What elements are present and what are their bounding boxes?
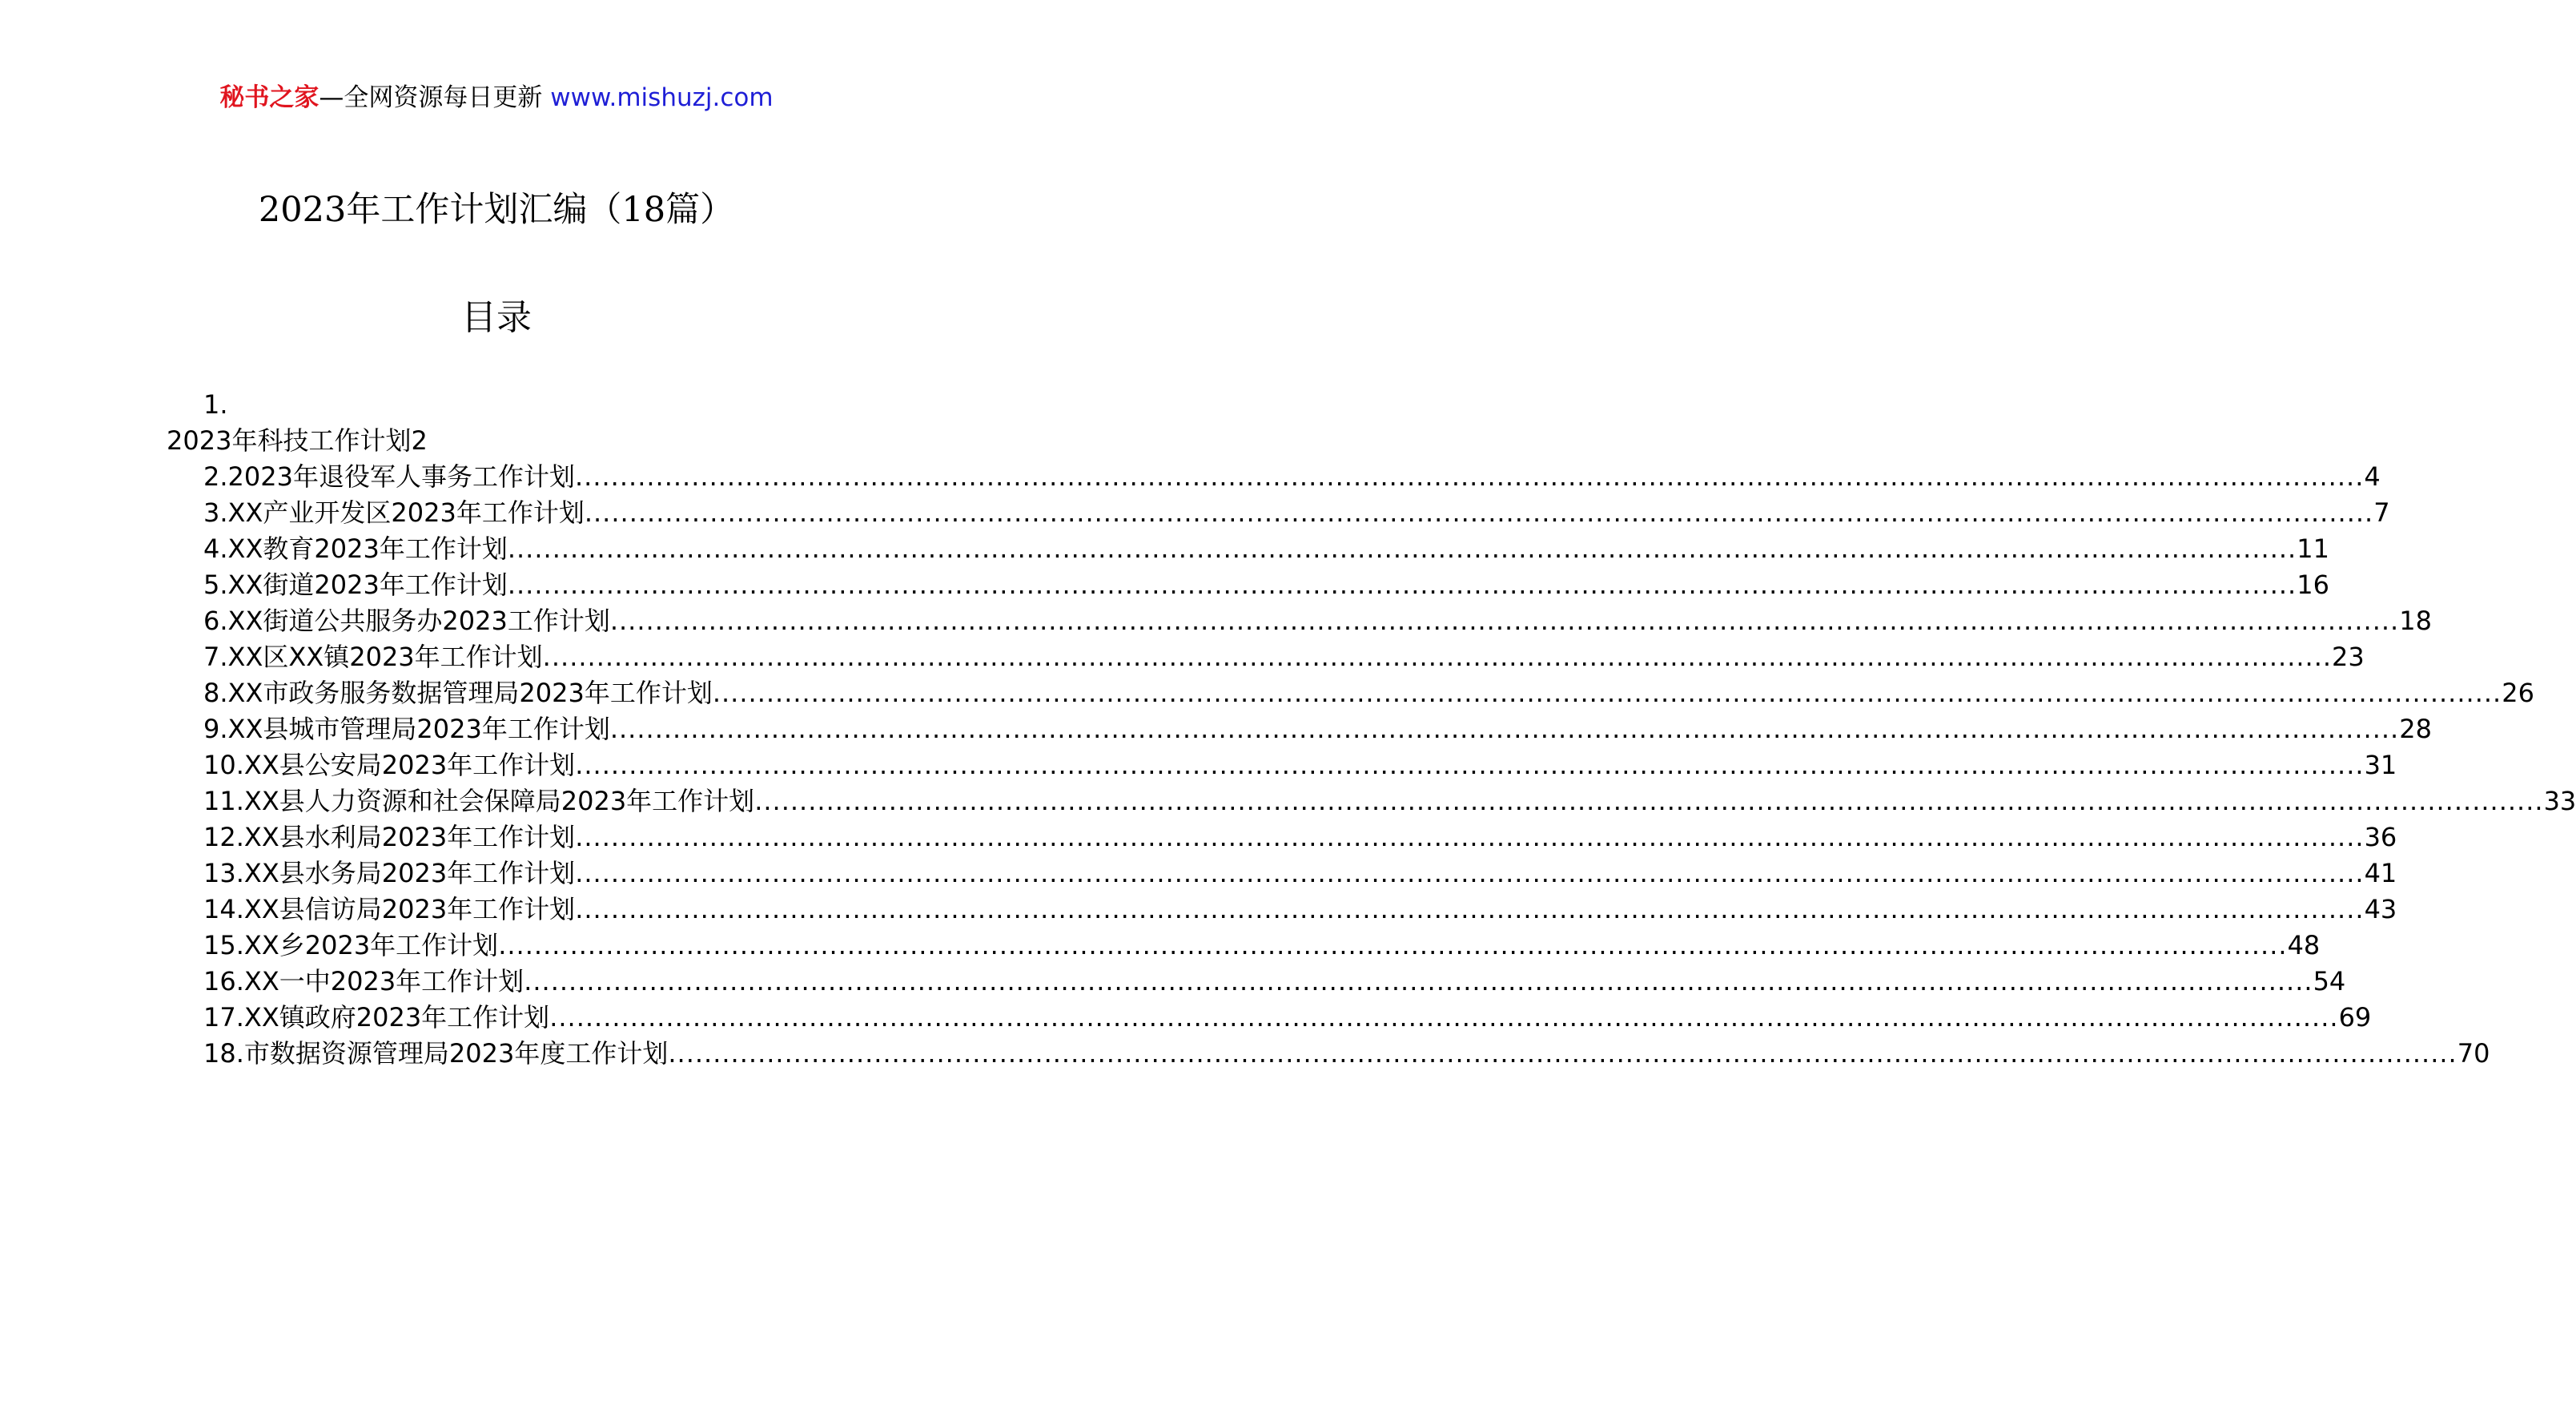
toc-entry[interactable]	[203, 965, 2346, 1001]
toc-entry[interactable]	[203, 497, 2390, 533]
toc-entry-title: 18.市数据资源管理局2023年度工作计划	[203, 1038, 669, 1069]
toc-leader-dots: ........................................................................................................................................................................................................	[609, 714, 2400, 744]
brand-name: 秘书之家	[219, 83, 319, 112]
toc-entry-title: 8.XX市政务服务数据管理局2023年工作计划	[203, 678, 713, 708]
toc-page-number: 18	[2399, 606, 2432, 636]
toc-page-number: 43	[2364, 894, 2397, 924]
toc-page-number: 36	[2364, 822, 2397, 852]
toc-leader-dots: ........................................................................................................................................................................................................	[754, 786, 2544, 816]
toc-entry[interactable]	[203, 641, 2365, 677]
toc-page-number: 54	[2313, 966, 2346, 996]
toc-entry-title: 14.XX县信访局2023年工作计划	[203, 894, 576, 924]
toc-leader-dots: ........................................................................................................................................................................................................	[575, 858, 2365, 888]
toc-leader-dots: ........................................................................................................................................................................................................	[498, 930, 2288, 960]
toc-entry[interactable]	[203, 461, 2381, 497]
toc-entry-title: 16.XX一中2023年工作计划	[203, 966, 524, 996]
toc-entry[interactable]	[203, 821, 2397, 857]
document-title: 2023年工作计划汇编（18篇）	[258, 190, 735, 230]
toc-page-number: 4	[2364, 461, 2381, 492]
toc-entry-title: 12.XX县水利局2023年工作计划	[203, 822, 576, 852]
toc-page-number: 28	[2399, 714, 2432, 744]
toc-entry[interactable]	[203, 1001, 2372, 1037]
toc-entry-title: 11.XX县人力资源和社会保障局2023年工作计划	[203, 786, 755, 816]
toc-heading: 目录	[461, 297, 532, 338]
toc-leader-dots: ........................................................................................................................................................................................................	[524, 966, 2313, 996]
toc-leader-dots: ........................................................................................................................................................................................................	[609, 606, 2400, 636]
toc-leader-dots: ........................................................................................................................................................................................................	[549, 1002, 2339, 1033]
toc-entry-title: 15.XX乡2023年工作计划	[203, 930, 499, 960]
toc-entry[interactable]	[203, 749, 2397, 785]
toc-entry[interactable]	[203, 569, 2329, 605]
toc-entry-title: 7.XX区XX镇2023年工作计划	[203, 642, 543, 672]
toc-leader-dots: ........................................................................................................................................................................................................	[712, 678, 2502, 708]
site-header	[0, 82, 993, 114]
toc-leader-dots: ........................................................................................................................................................................................................	[668, 1038, 2457, 1069]
toc-page-number: 69	[2338, 1002, 2372, 1033]
toc-page-number: 41	[2364, 858, 2397, 888]
toc-list	[203, 461, 2576, 1073]
toc-page-number: 33	[2543, 786, 2576, 816]
toc-entry[interactable]	[203, 677, 2534, 713]
toc-entry-title: 5.XX街道2023年工作计划	[203, 570, 508, 600]
toc-entry-title: 3.XX产业开发区2023年工作计划	[203, 497, 585, 528]
toc-entry[interactable]	[203, 1037, 2490, 1073]
toc-entry[interactable]	[203, 929, 2321, 965]
toc-leader-dots: ........................................................................................................................................................................................................	[575, 894, 2365, 924]
toc-first-number[interactable]: 1.	[203, 389, 228, 420]
toc-entry[interactable]	[203, 533, 2329, 569]
toc-entry[interactable]	[203, 857, 2397, 893]
toc-page-number: 23	[2332, 642, 2365, 672]
toc-leader-dots: ........................................................................................................................................................................................................	[507, 570, 2297, 600]
toc-first-entry[interactable]: 2023年科技工作计划2	[167, 425, 428, 456]
toc-entry[interactable]	[203, 893, 2397, 929]
toc-entry-title: 10.XX县公安局2023年工作计划	[203, 750, 576, 780]
toc-entry-title: 13.XX县水务局2023年工作计划	[203, 858, 576, 888]
toc-leader-dots: ........................................................................................................................................................................................................	[575, 822, 2365, 852]
toc-page-number: 31	[2364, 750, 2397, 780]
toc-page-number: 11	[2297, 533, 2329, 564]
site-url-link[interactable]: www.mishuzj.com	[550, 83, 774, 112]
toc-entry[interactable]	[203, 713, 2432, 749]
toc-leader-dots: ........................................................................................................................................................................................................	[575, 750, 2365, 780]
toc-entry-title: 17.XX镇政府2023年工作计划	[203, 1002, 550, 1033]
toc-leader-dots: ........................................................................................................................................................................................................	[542, 642, 2333, 672]
toc-entry-title: 4.XX教育2023年工作计划	[203, 533, 508, 564]
toc-leader-dots: ........................................................................................................................................................................................................	[584, 497, 2374, 528]
toc-entry[interactable]	[203, 605, 2432, 641]
header-slogan: —全网资源每日更新	[319, 83, 551, 112]
toc-entry-title: 6.XX街道公共服务办2023工作计划	[203, 606, 610, 636]
toc-leader-dots: ........................................................................................................................................................................................................	[574, 461, 2365, 492]
toc-page-number: 26	[2502, 678, 2534, 708]
toc-entry[interactable]	[203, 785, 2576, 821]
toc-leader-dots: ........................................................................................................................................................................................................	[507, 533, 2297, 564]
toc-entry-title: 2.2023年退役军人事务工作计划	[203, 461, 575, 492]
toc-page-number: 70	[2457, 1038, 2490, 1069]
toc-page-number: 7	[2373, 497, 2390, 528]
toc-entry-title: 9.XX县城市管理局2023年工作计划	[203, 714, 610, 744]
toc-page-number: 16	[2297, 570, 2329, 600]
toc-page-number: 48	[2287, 930, 2321, 960]
